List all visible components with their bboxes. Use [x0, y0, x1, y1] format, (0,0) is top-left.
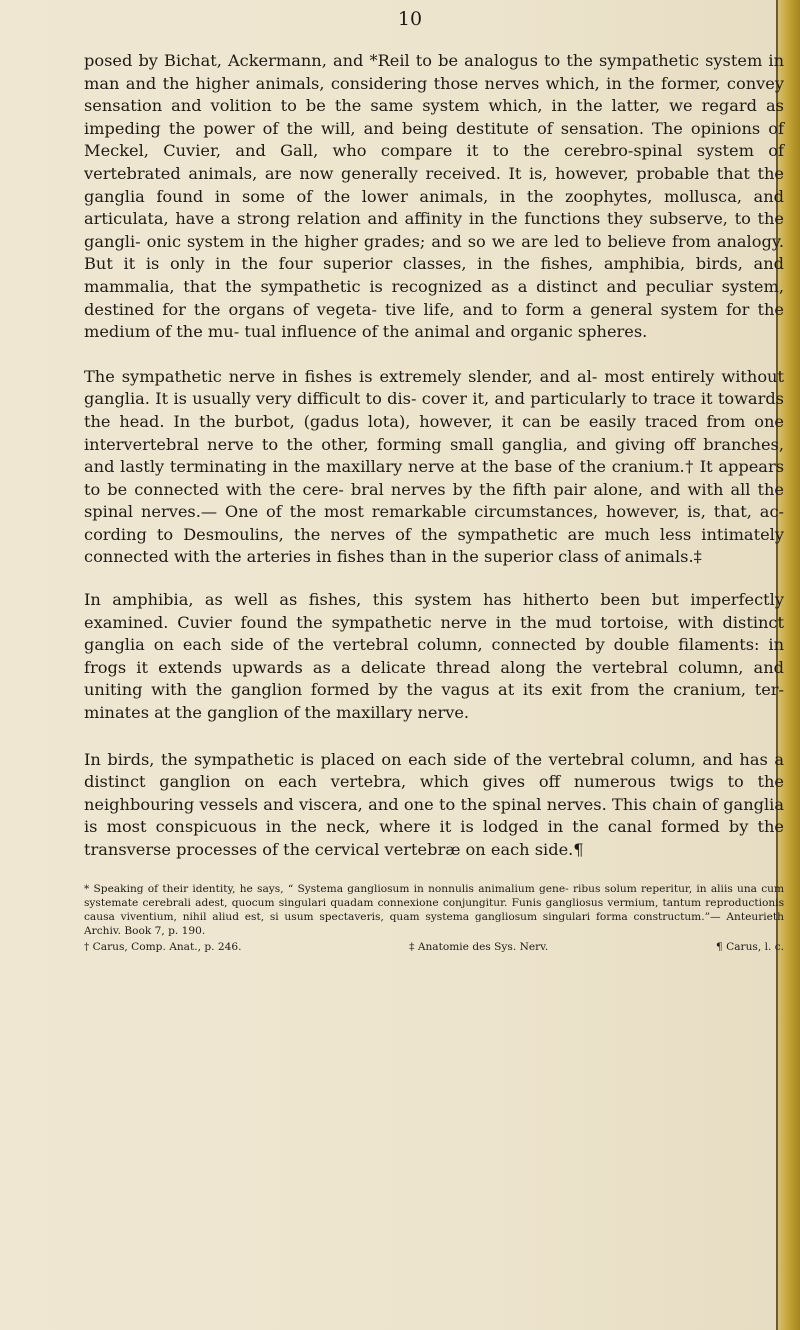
paragraph-2: The sympathetic nerve in fishes is extremely slender, and al- most entirely without ganglia. It is usually very difficult to dis- cover it, and particularly to trace it towards the head. In the burbot, (gadus lota), however, it can be easily traced from one intervertebral nerve to the other, forming small ganglia, and giving off branches, and lastly terminating in the maxillary nerve at the base of the cranium.† It appears to be connected with the cere- bral nerves by the fifth pair alone, and with all the spinal nerves.— One of the most remarkable circumstances, however, is, that, ac- cording to Desmoulins, the nerves of the sympathetic are much less intimately connected with the arteries in fishes than in the superior class of animals.‡: [84, 366, 784, 567]
footnotes: [84, 882, 784, 954]
body-text: [84, 50, 784, 954]
paragraph-1: posed by Bichat, Ackermann, and *Reil to be analogus to the sympathetic system in man and the higher animals, considering those nerves which, in the former, convey sensation and volition to be the same system which, in the latter, we regard as impeding the power of the will, and being destitute of sensation. The opinions of Meckel, Cuvier, and Gall, who compare it to the cerebro-spinal system of vertebrated animals, are now generally received. It is, however, probable that the ganglia found in some of the lower animals, in the zoophytes, mollusca, and articulata, have a strong relation and affinity in the functions they subserve, to the gangli- onic system in the higher grades; and so we are led to believe from analogy. But it is only in the four superior classes, in the fishes, amphibia, birds, and mammalia, that the sympathetic is recognized as a distinct and peculiar system, destined for the organs of vegeta- tive life, and to form a general system for the medium of the mu- tual influence of the animal and organic spheres.: [84, 51, 784, 342]
footnote-main: * Speaking of their identity, he says, “ Systema gangliosum in nonnulis animalium gene- ribus solum reperitur, in aliis una cum systemate cerebrali adest, quocum singulari quadam connexione conjungitur. Funis gangliosus vermium, tantum reproductionis causa viventium, nihil aliud est, si usum spectaveris, quam systema gangliosum singulari forma constructum.”— Anteurieth Archiv. Book 7, p. 190.: [84, 882, 784, 937]
footnote-refs: [84, 940, 784, 954]
footnote-ref-carus-comp: † Carus, Comp. Anat., p. 246.: [84, 940, 242, 953]
page-number: 10: [397, 8, 423, 30]
paragraph-3: In amphibia, as well as fishes, this system has hitherto been but imperfectly examined. Cuvier found the sympathetic nerve in the mud tortoise, with distinct ganglia on each side of the vertebral column, connected by double filaments: in frogs it extends upwards as a delicate thread along the vertebral column, and uniting with the ganglion formed by the vagus at its exit from the cranium, ter- minates at the ganglion of the maxillary nerve.: [84, 590, 784, 723]
footnote-ref-anatomie: ‡ Anatomie des Sys. Nerv.: [409, 940, 549, 953]
paragraph-4: In birds, the sympathetic is placed on each side of the vertebral column, and has a distinct ganglion on each vertebra, which gives off numerous twigs to the neighbouring vessels and viscera, and one to the spinal nerves. This chain of ganglia is most conspicuous in the neck, where it is lodged in the canal formed by the transverse processes of the cervical vertebræ on each side.¶: [84, 749, 784, 859]
footnote-ref-carus-lc: ¶ Carus, l. c.: [715, 940, 784, 953]
